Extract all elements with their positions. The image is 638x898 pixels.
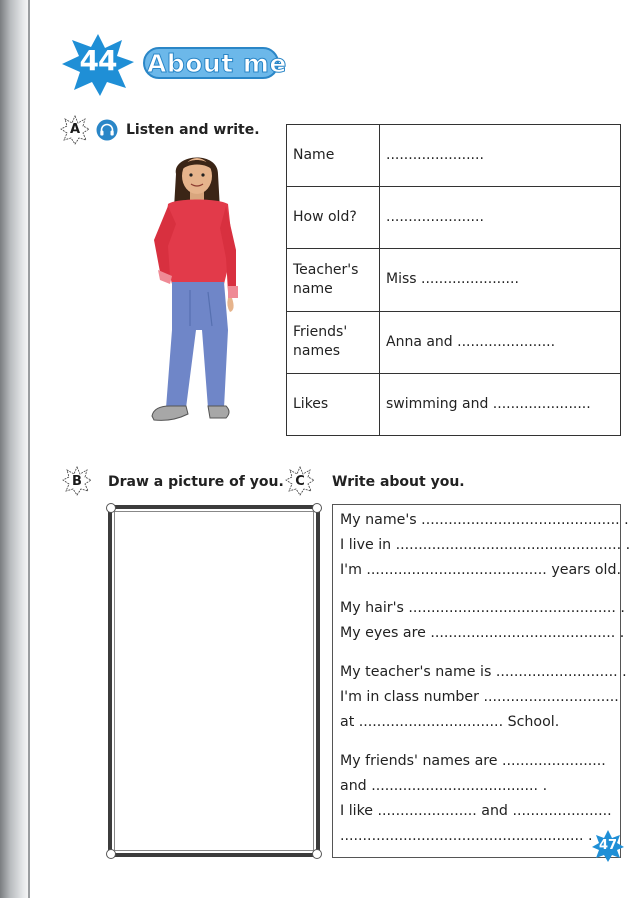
frame-corner: [106, 849, 116, 859]
table-row: [287, 125, 621, 187]
writing-line[interactable]: I live in .................................................. .: [340, 537, 631, 553]
writing-line[interactable]: I like ...................... and ......................: [340, 803, 612, 819]
headphones-icon[interactable]: [96, 119, 118, 141]
writing-line[interactable]: My hair's .............................................. .: [340, 600, 625, 616]
unit-title: About me: [147, 49, 287, 78]
row-label: Likes: [287, 373, 380, 435]
row-value-blank[interactable]: ......................: [380, 187, 621, 249]
table-row: [287, 187, 621, 249]
table-row: [287, 373, 621, 435]
writing-line[interactable]: My friends' names are .......................: [340, 753, 606, 769]
writing-line[interactable]: My name's ............................................ .: [340, 512, 629, 528]
row-label: Friends' names: [287, 311, 380, 373]
row-label: How old?: [287, 187, 380, 249]
row-value-blank[interactable]: Miss ......................: [380, 249, 621, 311]
writing-line[interactable]: ...................................................... .: [340, 828, 593, 844]
book-spine-shadow: [0, 0, 30, 898]
row-value-blank[interactable]: Anna and ......................: [380, 311, 621, 373]
writing-line[interactable]: I'm ........................................ years old.: [340, 562, 622, 578]
frame-corner: [106, 503, 116, 513]
section-a-instruction: Listen and write.: [126, 122, 260, 138]
section-c-letter: C: [295, 474, 305, 489]
section-c-instruction: Write about you.: [332, 474, 465, 490]
frame-corner: [312, 503, 322, 513]
row-label: Teacher's name: [287, 249, 380, 311]
row-value-blank[interactable]: swimming and ......................: [380, 373, 621, 435]
writing-line[interactable]: and ..................................... .: [340, 778, 548, 794]
frame-corner: [312, 849, 322, 859]
writing-line[interactable]: My eyes are ......................................... .: [340, 625, 625, 641]
info-table: [286, 124, 621, 436]
section-a-letter: A: [69, 122, 81, 137]
row-label: Name: [287, 125, 380, 187]
unit-number: 44: [79, 44, 117, 77]
girl-illustration: [132, 150, 262, 422]
writing-line[interactable]: I'm in class number ..............................: [340, 689, 619, 705]
row-value-blank[interactable]: ......................: [380, 125, 621, 187]
table-row: [287, 249, 621, 311]
writing-end-rule: [340, 857, 580, 858]
section-b-instruction: Draw a picture of you.: [108, 474, 284, 490]
page-number: 47: [598, 838, 618, 853]
writing-line[interactable]: at ................................ School.: [340, 714, 560, 730]
section-b-letter: B: [72, 474, 82, 489]
drawing-frame[interactable]: [108, 505, 320, 857]
table-row: [287, 311, 621, 373]
spine-edge: [28, 0, 30, 898]
writing-line[interactable]: My teacher's name is ........................... .: [340, 664, 627, 680]
